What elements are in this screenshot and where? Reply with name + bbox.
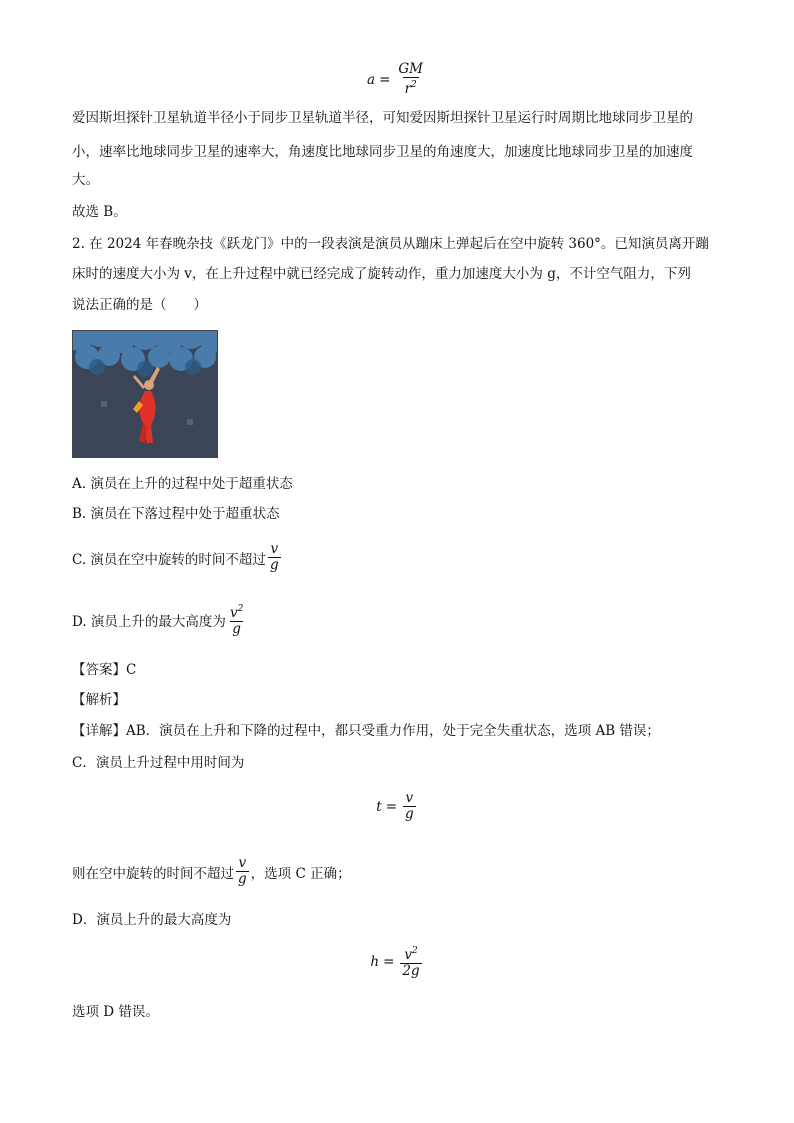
performer-illustration: [73, 331, 217, 457]
question-line2: 床时的速度大小为 v，在上升过程中就已经完成了旋转动作，重力加速度大小为 g，不计空气阻力，下列: [72, 266, 691, 282]
question-line3: 说法正确的是（ ）: [72, 297, 207, 313]
choose-b: 故选 B。: [72, 204, 127, 220]
answer: 【答案】C: [72, 662, 137, 678]
option-c: C. 演员在空中旋转的时间不超过 $\frac{v}{g}$: [72, 541, 279, 573]
c-conclusion: 则在空中旋转的时间不超过 $\frac{v}{g}$ ，选项 C 正确；: [72, 855, 351, 887]
formula-height: h = $\frac{v^2}{2g}$: [370, 946, 420, 979]
para1-line3: 大。: [72, 172, 99, 188]
analysis-title: 【解析】: [72, 692, 126, 708]
option-b: B. 演员在下落过程中处于超重状态: [72, 506, 280, 522]
option-d: D. 演员上升的最大高度为 $\frac{v^2}{g}$: [72, 604, 244, 637]
question-line1: 2. 在 2024 年春晚杂技《跃龙门》中的一段表演是演员从蹦床上弹起后在空中旋转 360°。已知演员离开蹦: [72, 236, 709, 252]
d-label: D．演员上升的最大高度为: [72, 912, 232, 928]
c-label: C．演员上升过程中用时间为: [72, 755, 245, 771]
para1-line1: 爱因斯坦探针卫星轨道半径小于同步卫星轨道半径，可知爱因斯坦探针卫星运行时周期比地球同步卫星的: [72, 110, 693, 126]
para1-line2: 小，速率比地球同步卫星的速率大，角速度比地球同步卫星的角速度大，加速度比地球同步卫星的加速度: [72, 144, 693, 160]
formula-time: t = $\frac{v}{g}$: [376, 790, 414, 822]
d-conclusion: 选项 D 错误。: [72, 1004, 159, 1020]
detail-ab: 【详解】AB．演员在上升和下降的过程中，都只受重力作用，处于完全失重状态，选项 AB 错误；: [72, 723, 660, 739]
option-a: A. 演员在上升的过程中处于超重状态: [72, 476, 293, 492]
formula-acceleration: a = $\frac{GM}{r^2}$: [367, 61, 423, 97]
performer-photo: [72, 330, 218, 458]
